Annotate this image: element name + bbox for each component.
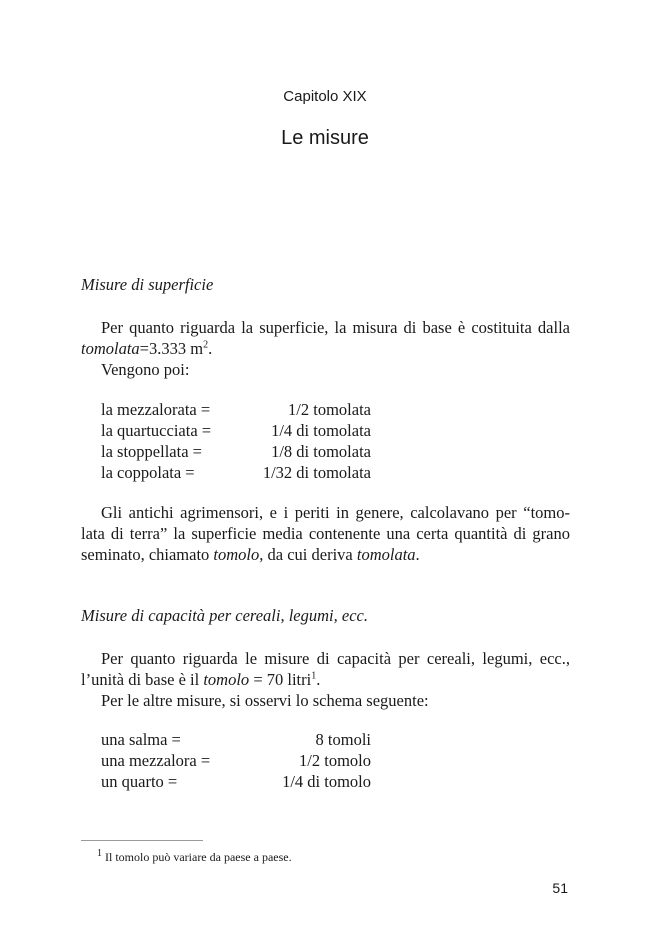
text: Per quanto riguarda le misure di capacità per cereali, legumi, ecc., (101, 649, 570, 668)
measure-value: 1/32 di tomolata (262, 463, 371, 482)
section-heading-capacity: Misure di capacità per cereali, legumi, ecc. (81, 606, 368, 625)
measure-value: 1/2 tomolo (299, 751, 371, 770)
footnote (97, 850, 292, 865)
text: Per le altre misure, si osservi lo schema seguente: (101, 691, 429, 710)
chapter-title: Le misure (281, 127, 369, 149)
text: l’unità di base è il (81, 670, 204, 689)
surface-measures-table (101, 400, 371, 484)
text: = 70 litri (249, 670, 312, 689)
footnote-divider (81, 840, 203, 841)
paragraph-line (81, 359, 570, 380)
table-row (101, 421, 371, 442)
text: =3.333 m (139, 339, 204, 358)
text: . (208, 339, 213, 358)
text: , da cui deriva (259, 545, 357, 564)
term: tomolo (203, 670, 250, 689)
capacity-measures-table (101, 730, 371, 793)
table-row (101, 400, 371, 421)
text: seminato, chiamato (81, 545, 214, 564)
text: . (316, 670, 321, 689)
footnote-marker: 1 (97, 848, 102, 859)
paragraph-line (81, 502, 570, 523)
term: tomolata (356, 545, 416, 564)
table-row (101, 442, 371, 463)
footnote-text: Il tomolo può variare da paese a paese. (105, 850, 292, 864)
paragraph-line (81, 317, 570, 338)
paragraph-surface-intro (81, 317, 570, 380)
measure-name: la stoppellata = (101, 442, 202, 461)
measure-name: una mezzalora = (101, 751, 211, 770)
text: . (415, 545, 420, 564)
paragraph-line (81, 669, 570, 690)
paragraph-line (81, 544, 570, 565)
text: lata di terra” la superficie media contenente una certa quantità di grano (81, 524, 570, 543)
table-row (101, 751, 371, 772)
measure-name: la mezzalorata = (101, 400, 211, 419)
superscript: 2 (203, 339, 209, 351)
table-row (101, 772, 371, 793)
paragraph-line (81, 338, 570, 359)
page-number: 51 (552, 880, 568, 896)
measure-value: 1/4 di tomolata (271, 421, 371, 440)
paragraph-line (81, 690, 570, 711)
text: Gli antichi agrimensori, e i periti in genere, calcolavano per “tomo- (101, 503, 570, 522)
section-heading-surface: Misure di superficie (81, 275, 214, 294)
measure-name: la quartucciata = (101, 421, 212, 440)
footnote-ref: 1 (311, 670, 317, 682)
table-row (101, 463, 371, 484)
paragraph-capacity-intro (81, 648, 570, 711)
measure-name: un quarto = (101, 772, 178, 791)
term: tomolata (81, 339, 140, 358)
measure-value: 1/4 di tomolo (282, 772, 371, 791)
text: Per quanto riguarda la superficie, la misura di base è costituita dalla (101, 318, 570, 337)
table-row (101, 730, 371, 751)
text: Vengono poi: (101, 360, 190, 379)
paragraph-line (81, 523, 570, 544)
paragraph-surface-note (81, 502, 570, 565)
chapter-label: Capitolo XIX (283, 88, 367, 105)
measure-value: 1/2 tomolata (288, 400, 371, 419)
measure-value: 8 tomoli (315, 730, 371, 749)
measure-value: 1/8 di tomolata (271, 442, 371, 461)
measure-name: la coppolata = (101, 463, 195, 482)
measure-name: una salma = (101, 730, 181, 749)
term: tomolo (213, 545, 260, 564)
paragraph-line (81, 648, 570, 669)
